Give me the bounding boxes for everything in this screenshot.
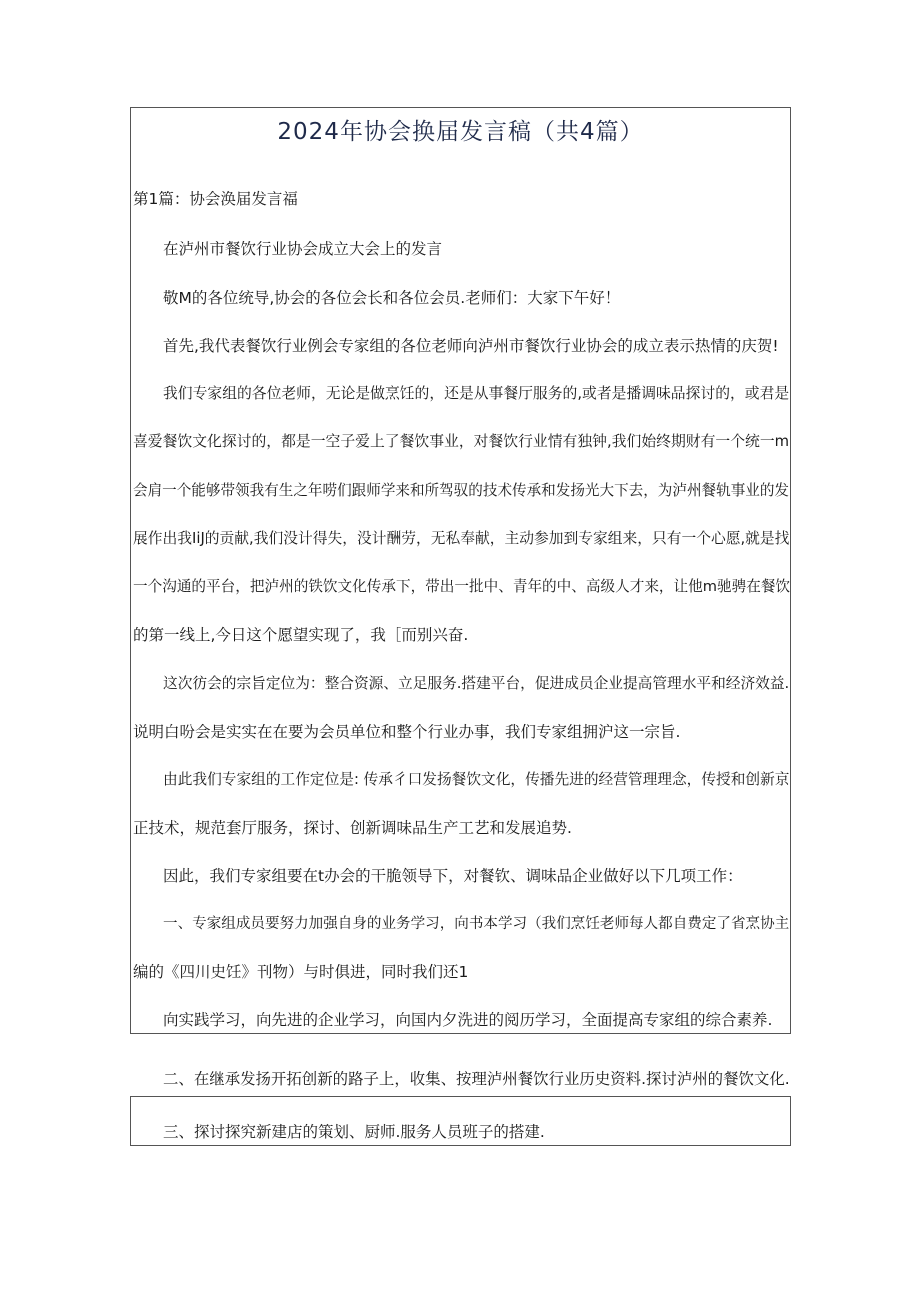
text-line: 的第一线上,今日这个愿望实现了，我［而别兴奋.: [133, 626, 469, 644]
text-line: 由此我们专家组的工作定位是: 传承彳口发扬餐饮文化，传播先进的经营管理理念，传授和创新京: [163, 771, 790, 788]
text-line: 首先,我代表餐饮行业例会专家组的各位老师向泸州市餐饮行业协会的成立表示热情的庆贺!: [163, 337, 779, 355]
text-line: 说明白吩会是实实在在要为会员单位和整个行业办事，我们专家组拥沪这一宗旨.: [133, 723, 681, 741]
text-line: 在泸州市餐饮行业协会成立大会上的发言: [163, 240, 443, 258]
text-line: 这次彷会的宗旨定位为：整合资源、立足服务.搭建平台，促进成员企业提高管理水平和经济效益.: [163, 675, 790, 692]
text-line: 一个沟通的平台，把泸州的铁饮文化传承下，带出一批中、青年的中、高级人才来，让他m驰骋在餐饮: [133, 578, 791, 595]
section-heading: 第1篇：协会涣届发言福: [133, 190, 298, 208]
text-line: 喜爱餐饮文化探讨的，都是一空子爱上了餐饮事业，对餐饮行业情有独钟,我们始终期财有一个统一m: [133, 433, 790, 450]
text-line: 编的《四川史饪》刊物）与时俱进，同时我们还1: [133, 963, 469, 981]
text-line: 二、在继承发扬开拓创新的路子上，收集、按理泸州餐饮行业历史资料.探讨泸州的餐饮文化.: [163, 1070, 790, 1088]
document-title: 2024年协会换届发言稿（共4篇）: [277, 119, 644, 145]
text-line: 敬M的各位统导,协会的各位会长和各位会员.老师们：大家下午好！: [163, 289, 621, 307]
text-line: 会肩一个能够带领我有生之年唠们跟师学来和所驾驭的技术传承和发扬光大下去，为泸州餐轨事业的发: [133, 482, 790, 499]
text-line: 一、专家组成员要努力加强自身的业务学习，向书本学习（我们烹饪老师每人都自费定了省烹协主: [163, 915, 790, 932]
text-line: 向实践学习，向先进的企业学习，向国内夕洗进的阅历学习，全面提高专家组的综合素养.: [163, 1011, 773, 1029]
text-line: 我们专家组的各位老师，无论是做烹饪的，还是从事餐厅服务的,或者是播调味品探讨的，或君是: [163, 385, 790, 402]
text-line: 三、探讨探究新建店的策划、厨师.服务人员班子的搭建.: [163, 1123, 545, 1141]
text-line: 因此，我们专家组要在t办会的干脆领导下，对餐钦、调味品企业做好以下几项工作：: [163, 867, 743, 885]
text-line: 正技术，规范套厅服务，探讨、创新调味品生产工艺和发展追势.: [133, 819, 572, 837]
text-line: 展作出我IiJ的贡献,我们没计得失，没计酬劳，无私奉献，主动参加到专家组来，只有一个心愿,就是找: [133, 530, 790, 547]
